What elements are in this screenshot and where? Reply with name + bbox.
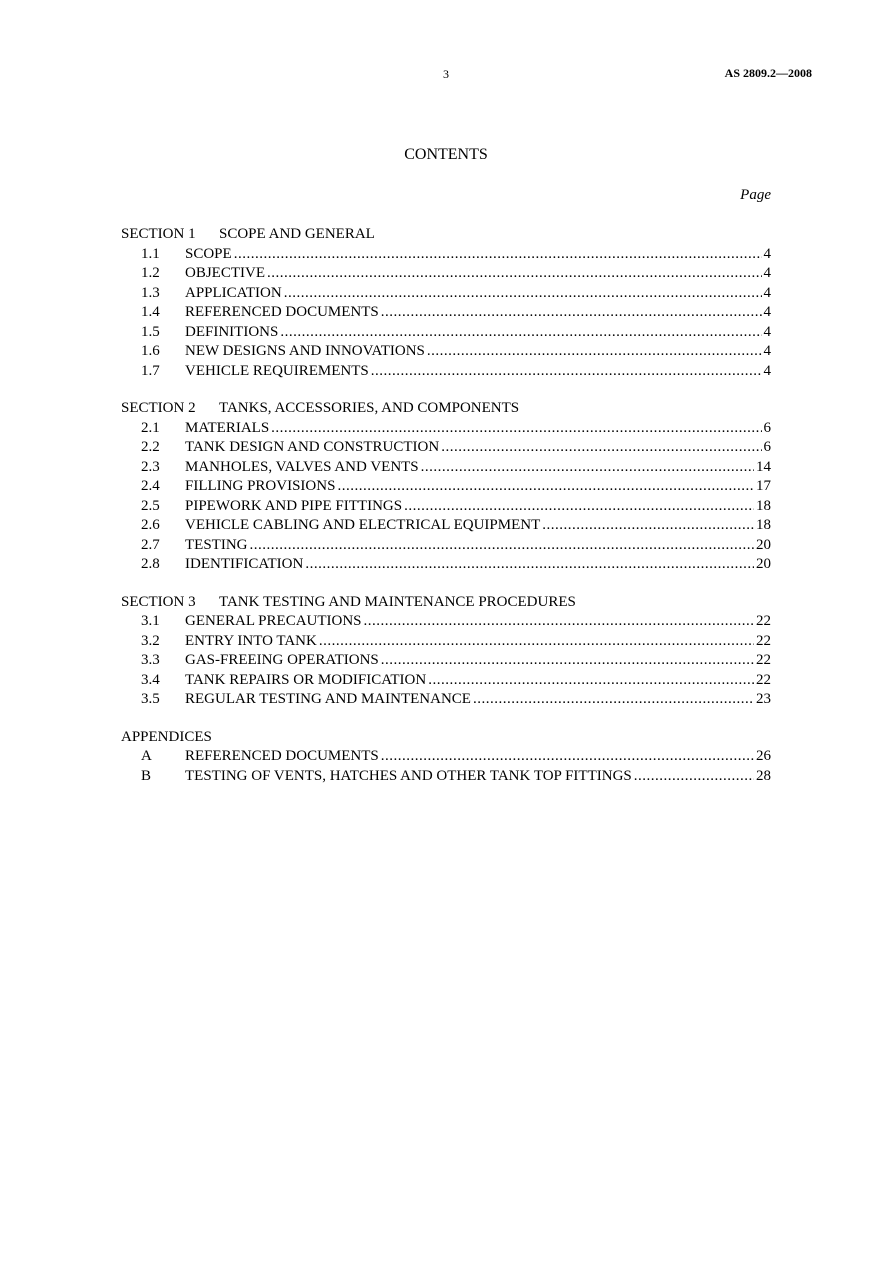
dot-leader bbox=[421, 458, 754, 478]
dot-leader bbox=[319, 632, 754, 652]
entry-title: VEHICLE CABLING AND ELECTRICAL EQUIPMENT bbox=[185, 517, 541, 533]
dot-leader bbox=[381, 651, 754, 671]
toc-entry[interactable] bbox=[121, 245, 771, 265]
toc-entry[interactable] bbox=[121, 419, 771, 439]
entry-page-number: 23 bbox=[756, 691, 771, 707]
entry-title: APPLICATION bbox=[185, 284, 282, 301]
entry-page-number: 4 bbox=[763, 362, 771, 379]
page-column-label: Page bbox=[740, 187, 771, 203]
toc-entry[interactable] bbox=[121, 516, 771, 536]
entry-number: 2.1 bbox=[141, 419, 160, 436]
toc-entry[interactable] bbox=[121, 612, 771, 632]
entry-number: 1.5 bbox=[141, 323, 160, 340]
entry-title: REFERENCED DOCUMENTS bbox=[185, 748, 379, 764]
entry-number: 2.8 bbox=[141, 556, 160, 572]
entry-title: TESTING OF VENTS, HATCHES AND OTHER TANK TOP FITTINGS bbox=[185, 767, 632, 784]
dot-leader bbox=[234, 245, 762, 265]
dot-leader bbox=[250, 536, 755, 556]
dot-leader bbox=[371, 362, 762, 382]
toc-entry[interactable] bbox=[121, 555, 771, 575]
toc-section bbox=[121, 728, 771, 787]
entry-page-number: 4 bbox=[763, 304, 771, 320]
toc-entry[interactable] bbox=[121, 362, 771, 382]
section-heading[interactable] bbox=[121, 728, 771, 748]
toc-section bbox=[121, 225, 771, 381]
entry-title: TANK DESIGN AND CONSTRUCTION bbox=[185, 439, 440, 455]
toc-entry[interactable] bbox=[121, 690, 771, 710]
entry-title: GAS-FREEING OPERATIONS bbox=[185, 652, 379, 668]
table-of-contents bbox=[121, 225, 771, 804]
section-heading[interactable] bbox=[121, 399, 771, 419]
entry-page-number: 28 bbox=[756, 767, 771, 784]
section-heading[interactable] bbox=[121, 225, 771, 245]
entry-title: DEFINITIONS bbox=[185, 323, 279, 340]
entry-page-number: 20 bbox=[756, 536, 771, 553]
toc-entry[interactable] bbox=[121, 264, 771, 284]
entry-page-number: 4 bbox=[763, 343, 771, 359]
section-label: SECTION 3 bbox=[121, 593, 196, 610]
entry-page-number: 4 bbox=[763, 284, 771, 301]
entry-number: 1.4 bbox=[141, 304, 160, 320]
dot-leader bbox=[441, 438, 761, 458]
dot-leader bbox=[473, 690, 754, 710]
dot-leader bbox=[542, 516, 754, 536]
entry-title: VEHICLE REQUIREMENTS bbox=[185, 362, 369, 379]
dot-leader bbox=[381, 303, 762, 323]
dot-leader bbox=[271, 419, 761, 439]
dot-leader bbox=[267, 264, 762, 284]
dot-leader bbox=[428, 671, 754, 691]
dot-leader bbox=[337, 477, 754, 497]
toc-entry[interactable] bbox=[121, 342, 771, 362]
entry-title: IDENTIFICATION bbox=[185, 556, 304, 572]
entry-number: 2.5 bbox=[141, 497, 160, 514]
section-label: SECTION 2 bbox=[121, 400, 196, 416]
entry-number: 2.7 bbox=[141, 536, 160, 553]
entry-number: 3.2 bbox=[141, 632, 160, 649]
entry-page-number: 22 bbox=[756, 652, 771, 668]
toc-entry[interactable] bbox=[121, 651, 771, 671]
toc-entry[interactable] bbox=[121, 477, 771, 497]
entry-number: 1.6 bbox=[141, 343, 160, 359]
toc-entry[interactable] bbox=[121, 303, 771, 323]
toc-entry[interactable] bbox=[121, 632, 771, 652]
entry-number: 1.1 bbox=[141, 245, 160, 262]
entry-number: 3.3 bbox=[141, 652, 160, 668]
entry-number: 3.5 bbox=[141, 691, 160, 707]
section-label: SECTION 1 bbox=[121, 226, 196, 242]
entry-number: B bbox=[141, 767, 152, 784]
dot-leader bbox=[284, 284, 762, 304]
entry-number: 3.1 bbox=[141, 613, 160, 629]
dot-leader bbox=[305, 555, 754, 575]
entry-number: 2.2 bbox=[141, 439, 160, 455]
entry-title: TANK REPAIRS OR MODIFICATION bbox=[185, 671, 427, 688]
entry-page-number: 22 bbox=[756, 613, 771, 629]
toc-entry[interactable] bbox=[121, 747, 771, 767]
document-id: AS 2809.2—2008 bbox=[724, 66, 812, 80]
entry-title: ENTRY INTO TANK bbox=[185, 632, 317, 649]
entry-number: 3.4 bbox=[141, 671, 160, 688]
entry-title: MANHOLES, VALVES AND VENTS bbox=[185, 458, 419, 475]
entry-page-number: 6 bbox=[763, 419, 771, 436]
entry-title: OBJECTIVE bbox=[185, 265, 265, 281]
toc-section bbox=[121, 399, 771, 575]
entry-title: NEW DESIGNS AND INNOVATIONS bbox=[185, 343, 425, 359]
entry-title: PIPEWORK AND PIPE FITTINGS bbox=[185, 497, 403, 514]
entry-page-number: 20 bbox=[756, 556, 771, 572]
entry-title: MATERIALS bbox=[185, 419, 270, 436]
entry-page-number: 18 bbox=[756, 497, 771, 514]
toc-section bbox=[121, 593, 771, 710]
entry-number: 1.7 bbox=[141, 362, 160, 379]
dot-leader bbox=[381, 747, 754, 767]
toc-entry[interactable] bbox=[121, 671, 771, 691]
page-number: 3 bbox=[443, 67, 449, 81]
entry-title: GENERAL PRECAUTIONS bbox=[185, 613, 362, 629]
entry-number: 1.2 bbox=[141, 265, 160, 281]
section-title: TANKS, ACCESSORIES, AND COMPONENTS bbox=[219, 400, 520, 416]
dot-leader bbox=[364, 612, 754, 632]
dot-leader bbox=[634, 767, 754, 787]
entry-number: A bbox=[141, 748, 152, 764]
toc-entry[interactable] bbox=[121, 536, 771, 556]
dot-leader bbox=[280, 323, 761, 343]
section-label: APPENDICES bbox=[121, 728, 212, 745]
toc-entry[interactable] bbox=[121, 458, 771, 478]
entry-title: SCOPE bbox=[185, 245, 232, 262]
dot-leader bbox=[427, 342, 762, 362]
toc-entry[interactable] bbox=[121, 323, 771, 343]
dot-leader bbox=[404, 497, 754, 517]
entry-number: 1.3 bbox=[141, 284, 160, 301]
section-heading[interactable] bbox=[121, 593, 771, 613]
entry-page-number: 18 bbox=[756, 517, 771, 533]
section-title: TANK TESTING AND MAINTENANCE PROCEDURES bbox=[219, 593, 576, 610]
contents-title: CONTENTS bbox=[404, 146, 488, 163]
entry-title: REFERENCED DOCUMENTS bbox=[185, 304, 379, 320]
section-title: SCOPE AND GENERAL bbox=[219, 226, 375, 242]
entry-page-number: 14 bbox=[756, 458, 771, 475]
entry-title: TESTING bbox=[185, 536, 248, 553]
toc-entry[interactable] bbox=[121, 438, 771, 458]
entry-page-number: 26 bbox=[756, 748, 771, 764]
entry-page-number: 17 bbox=[756, 478, 771, 494]
entry-page-number: 4 bbox=[763, 323, 771, 340]
entry-number: 2.3 bbox=[141, 458, 160, 475]
entry-number: 2.4 bbox=[141, 478, 160, 494]
entry-number: 2.6 bbox=[141, 517, 160, 533]
entry-page-number: 22 bbox=[756, 632, 771, 649]
toc-entry[interactable] bbox=[121, 767, 771, 787]
toc-entry[interactable] bbox=[121, 284, 771, 304]
entry-page-number: 6 bbox=[763, 439, 771, 455]
entry-title: REGULAR TESTING AND MAINTENANCE bbox=[185, 691, 471, 707]
toc-entry[interactable] bbox=[121, 497, 771, 517]
entry-title: FILLING PROVISIONS bbox=[185, 478, 336, 494]
entry-page-number: 22 bbox=[756, 671, 771, 688]
entry-page-number: 4 bbox=[763, 265, 771, 281]
entry-page-number: 4 bbox=[763, 245, 771, 262]
